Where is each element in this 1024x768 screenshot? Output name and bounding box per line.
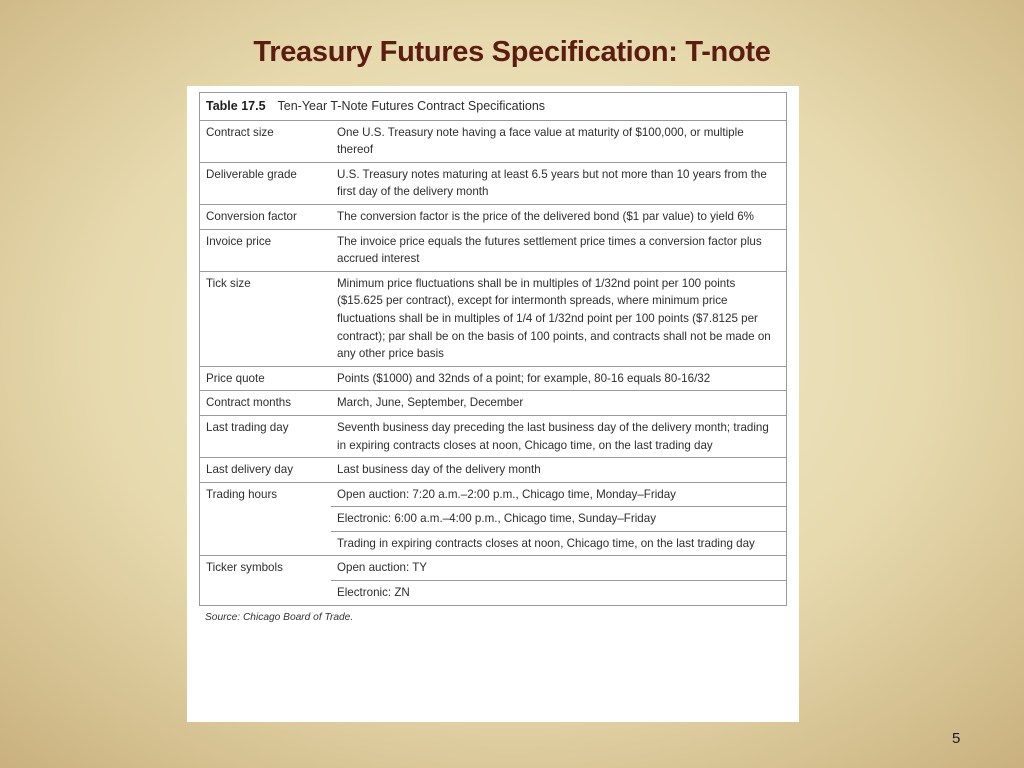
table-row-invoice-price [200, 229, 787, 271]
table-row-conversion-factor [200, 204, 787, 229]
row-label: Last trading day [200, 415, 332, 457]
table-row-ticker-symbols-cont [200, 581, 787, 606]
table-row-trading-hours [200, 482, 787, 507]
row-label: Tick size [200, 271, 332, 366]
table-caption-label: Table 17.5 [206, 99, 266, 113]
table-row-trading-hours-cont [200, 531, 787, 556]
page-number: 5 [952, 730, 961, 747]
table-caption-row [200, 93, 787, 121]
table-row-deliverable-grade [200, 162, 787, 204]
table-source-note: Source: Chicago Board of Trade. [205, 611, 354, 623]
row-label-empty [200, 507, 332, 532]
row-value: Seventh business day preceding the last business day of the delivery month; trading in expiring contracts closes at noon, Chicago time, on the last trading day [331, 415, 787, 457]
table-row-last-delivery-day [200, 458, 787, 483]
row-value: U.S. Treasury notes maturing at least 6.5 years but not more than 10 years from the first day of the delivery month [331, 162, 787, 204]
row-label-empty [200, 581, 332, 606]
slide-title: Treasury Futures Specification: T-note [253, 36, 771, 68]
row-label: Deliverable grade [200, 162, 332, 204]
contract-spec-table-image [187, 86, 799, 722]
row-value: Points ($1000) and 32nds of a point; for example, 80-16 equals 80-16/32 [331, 366, 787, 391]
row-value: Electronic: ZN [331, 581, 787, 606]
row-label: Conversion factor [200, 204, 332, 229]
row-value: Trading in expiring contracts closes at noon, Chicago time, on the last trading day [331, 531, 787, 556]
row-value: Minimum price fluctuations shall be in multiples of 1/32nd point per 100 points ($15.625 per contract), except for intermonth spreads, where minimum price fluctuations shall be in multiples of 1/4 of 1/32nd point per 100 points ($7.8125 per contract); par shall be on the basis of 100 points, and contracts shall not be made on any other price basis [331, 271, 787, 366]
row-label: Contract months [200, 391, 332, 416]
row-value: Open auction: TY [331, 556, 787, 581]
row-label: Contract size [200, 120, 332, 162]
row-label: Ticker symbols [200, 556, 332, 581]
table-caption [200, 93, 787, 121]
row-value: Open auction: 7:20 a.m.–2:00 p.m., Chicago time, Monday–Friday [331, 482, 787, 507]
row-label-empty [200, 531, 332, 556]
table-row-trading-hours-cont [200, 507, 787, 532]
row-label: Invoice price [200, 229, 332, 271]
table-row-contract-size [200, 120, 787, 162]
row-value: Last business day of the delivery month [331, 458, 787, 483]
table-row-ticker-symbols [200, 556, 787, 581]
table-row-price-quote [200, 366, 787, 391]
row-value: The conversion factor is the price of the delivered bond ($1 par value) to yield 6% [331, 204, 787, 229]
row-label: Trading hours [200, 482, 332, 507]
row-label: Price quote [200, 366, 332, 391]
table-row-tick-size [200, 271, 787, 366]
row-value: Electronic: 6:00 a.m.–4:00 p.m., Chicago time, Sunday–Friday [331, 507, 787, 532]
table-row-last-trading-day [200, 415, 787, 457]
row-value: One U.S. Treasury note having a face value at maturity of $100,000, or multiple thereof [331, 120, 787, 162]
row-value: The invoice price equals the futures settlement price times a conversion factor plus accrued interest [331, 229, 787, 271]
row-label: Last delivery day [200, 458, 332, 483]
table-caption-title: Ten-Year T-Note Futures Contract Specifications [277, 99, 546, 113]
row-value: March, June, September, December [331, 391, 787, 416]
table-row-contract-months [200, 391, 787, 416]
contract-spec-table [199, 92, 787, 606]
